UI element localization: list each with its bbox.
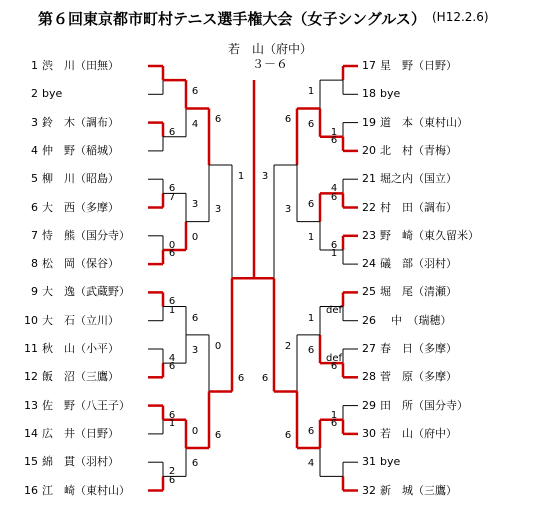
seed-number: 32	[362, 483, 376, 497]
r1-score: 1	[168, 304, 176, 316]
seed-number: 5	[31, 172, 38, 186]
seed-number: 24	[362, 257, 376, 271]
r1-score: 6	[168, 474, 176, 486]
player-name: 新 城（三鷹）	[380, 483, 457, 497]
r2-score: 4	[307, 458, 315, 470]
seed-number: 15	[24, 455, 38, 469]
r1-score: 6	[330, 191, 338, 203]
r2-score: 6	[307, 199, 315, 211]
seed-number: 14	[24, 426, 38, 440]
r2-score: 6	[307, 118, 315, 130]
player-name: 広 井（日野）	[42, 426, 119, 440]
player-name: 柳 川（昭島）	[42, 172, 119, 186]
r1-score: 6	[330, 134, 338, 146]
seed-number: 8	[31, 257, 38, 271]
r3-score: 3	[214, 203, 222, 215]
player-name: 綿 貫（羽村）	[42, 455, 119, 469]
r1-score: 1	[330, 409, 338, 421]
player-name: 鈴 木（調布）	[42, 115, 119, 129]
seed-number: 27	[362, 342, 376, 355]
player-name: 星 野（日野）	[380, 59, 457, 72]
r2-score: 6	[307, 345, 315, 357]
r1-score: 0	[168, 239, 176, 251]
seed-number: 13	[24, 398, 38, 412]
seed-number: 22	[362, 200, 376, 214]
r1-score: def	[325, 304, 343, 316]
r1-score: 2	[168, 466, 176, 478]
r2-score: 4	[191, 118, 199, 130]
seed-number: 20	[362, 143, 376, 157]
r1-score: 6	[168, 126, 176, 138]
seed-number: 17	[362, 59, 376, 72]
champion-name: 若 山（府中）	[227, 42, 312, 56]
r2-score: 3	[191, 345, 199, 357]
r1-score: 7	[168, 191, 176, 203]
seed-number: 12	[24, 370, 38, 384]
seed-number: 16	[24, 483, 38, 497]
seed-number: 30	[362, 426, 376, 440]
seed-number: 26	[362, 313, 376, 327]
r1-score: def	[325, 353, 343, 364]
player-name: 大 西（多摩）	[42, 200, 119, 214]
page-title: 第６回東京都市町村テニス選手権大会（女子シングルス）	[38, 10, 426, 28]
player-name: 佐 野（八王子）	[42, 398, 130, 412]
r1-score: 1	[330, 248, 338, 260]
r1-score: 1	[330, 126, 338, 138]
seed-number: 3	[31, 115, 38, 129]
r1-score: 4	[330, 183, 338, 195]
seed-number: 28	[362, 370, 376, 384]
r2-score: 3	[191, 199, 199, 211]
seed-number: 10	[24, 313, 38, 327]
r2-score: 6	[191, 312, 199, 324]
seed-number: 18	[362, 87, 376, 101]
seed-number: 6	[31, 200, 38, 214]
player-name: 堀 尾（清瀬）	[380, 285, 457, 299]
player-name: 江 崎（東村山）	[42, 483, 130, 497]
seed-number: 21	[362, 172, 376, 186]
player-name: 恃 熊（国分寺）	[42, 228, 130, 242]
r3-score: 6	[214, 430, 222, 442]
r2-score: 6	[191, 458, 199, 470]
player-name: 礒 部（羽村）	[380, 257, 457, 271]
r1-score: 6	[168, 361, 176, 373]
seed-number: 23	[362, 228, 376, 242]
r4-score: 6	[237, 373, 245, 385]
r2-score: 1	[307, 231, 315, 243]
r3-score: 0	[214, 340, 222, 352]
seed-number: 25	[362, 285, 376, 299]
player-name: bye	[380, 87, 401, 101]
player-name: 大 石（立川）	[42, 313, 119, 327]
r2-score: 0	[191, 425, 199, 437]
player-name: 飯 沼（三鷹）	[42, 370, 119, 384]
player-name: 松 岡（保谷）	[42, 257, 119, 271]
player-name: 仲 野（稲城）	[42, 143, 119, 157]
player-name: 渋 川（田無）	[42, 59, 119, 72]
r1-score: 1	[168, 417, 176, 429]
seed-number: 7	[31, 228, 38, 242]
player-name: bye	[380, 455, 401, 469]
seed-number: 29	[362, 398, 376, 412]
r3-score: 3	[284, 203, 292, 215]
r3-score: 6	[214, 114, 222, 126]
player-name: 菅 原（多摩）	[380, 370, 457, 384]
r2-score: 6	[307, 425, 315, 437]
r1-score: 6	[330, 361, 338, 373]
player-name: 春 日（多摩）	[380, 342, 457, 355]
player-name: 道 本（東村山）	[380, 115, 468, 129]
player-name: 秋 山（小平）	[42, 342, 119, 355]
r1-score: 6	[168, 248, 176, 260]
r4-score: 3	[261, 171, 269, 183]
player-name: 田 所（国分寺）	[380, 398, 468, 412]
player-name: 村 田（調布）	[380, 200, 457, 214]
r1-score: 6	[330, 417, 338, 429]
r1-score: 4	[168, 353, 176, 364]
player-name: 堀之内（国立）	[380, 172, 457, 186]
player-name: bye	[42, 87, 63, 101]
r4-score: 1	[237, 171, 245, 183]
r2-score: 0	[191, 231, 199, 243]
seed-number: 1	[31, 59, 38, 72]
seed-number: 11	[24, 342, 38, 355]
r1-score: 6	[168, 409, 176, 421]
r3-score: 2	[284, 340, 292, 352]
final-score: ３－６	[251, 57, 288, 71]
seed-number: 19	[362, 115, 376, 129]
seed-number: 9	[31, 285, 38, 299]
player-name: 中 （瑞穂）	[380, 313, 452, 327]
r3-score: 6	[284, 430, 292, 442]
r2-score: 1	[307, 312, 315, 324]
r3-score: 6	[284, 114, 292, 126]
player-name: 野 崎（東久留米）	[380, 228, 479, 242]
r1-score: 6	[330, 239, 338, 251]
r4-score: 6	[261, 373, 269, 385]
player-name: 大 逸（武蔵野）	[42, 285, 130, 299]
r1-score: 6	[168, 296, 176, 308]
seed-number: 4	[31, 143, 38, 157]
r1-score: 6	[168, 183, 176, 195]
r2-score: 6	[191, 86, 199, 98]
player-name: 若 山（府中）	[380, 426, 457, 440]
seed-number: 31	[362, 455, 376, 469]
r2-score: 1	[307, 86, 315, 98]
player-name: 北 村（青梅）	[380, 143, 457, 157]
seed-number: 2	[31, 87, 38, 101]
event-date: (H12.2.6)	[432, 10, 489, 24]
